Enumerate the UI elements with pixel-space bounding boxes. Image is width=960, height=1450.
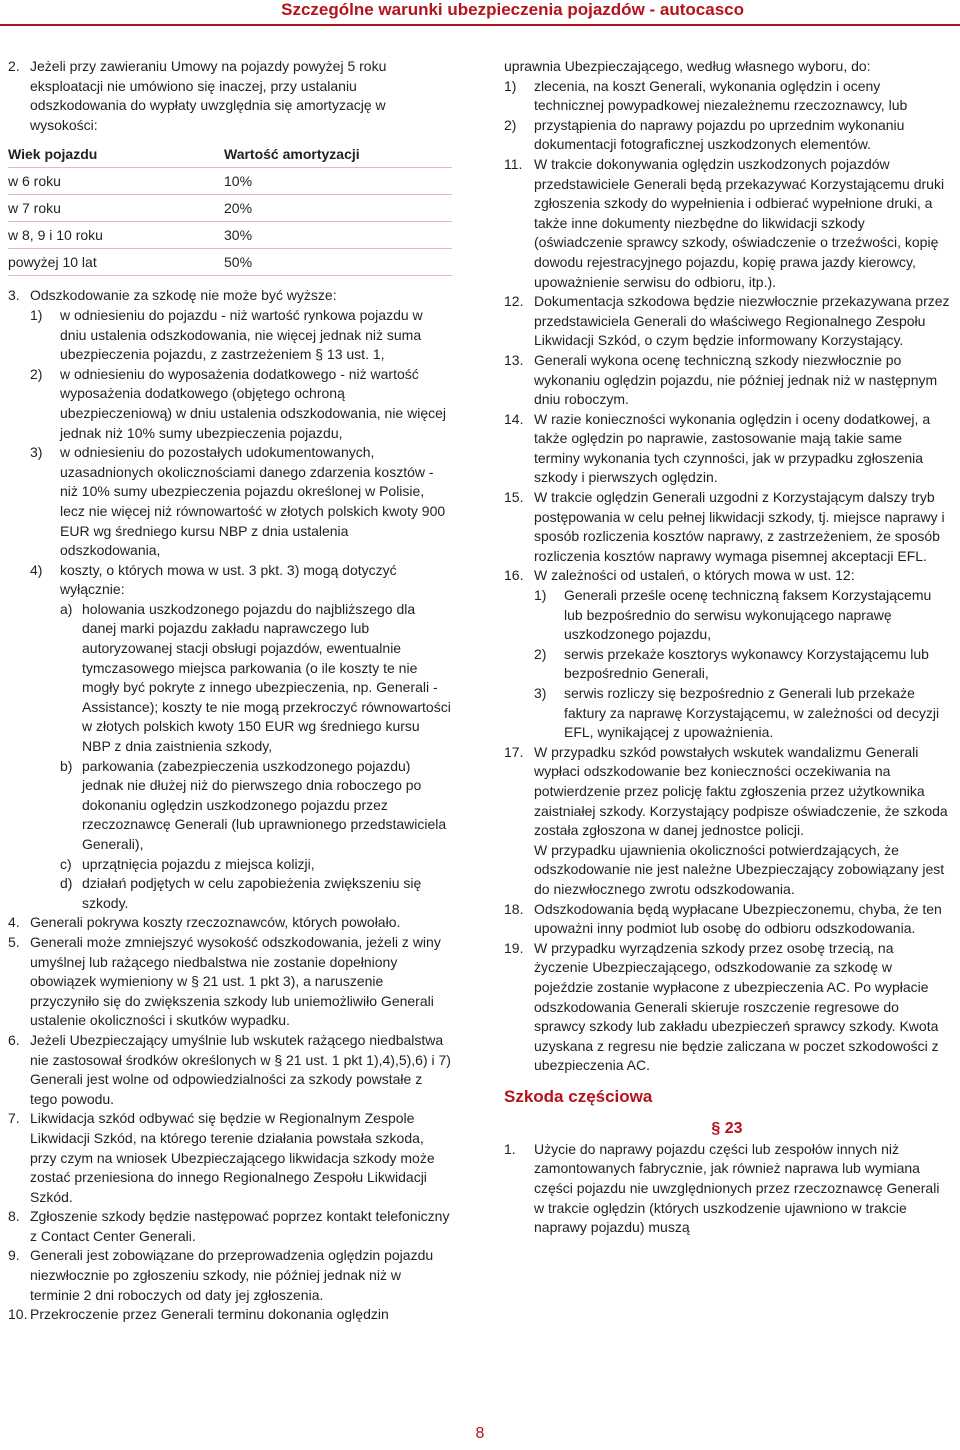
clause-17 xyxy=(504,743,950,841)
clause-number: 7. xyxy=(8,1110,20,1127)
table-cell: w 6 roku xyxy=(8,168,224,195)
clause-number: 17. xyxy=(504,743,524,760)
column-header: Wartość amortyzacji xyxy=(224,141,452,168)
clause-text: Odszkodowanie za szkodę nie może być wyższe: xyxy=(30,287,337,304)
clause-10 xyxy=(8,1305,452,1325)
clause-text: Jeżeli przy zawieraniu Umowy na pojazdy powyżej 5 roku eksploatacji nie umówiono się inaczej, przy ustalaniu odszkodowania do wypłaty uwzględnia się amortyzację w wysokości: xyxy=(30,58,387,133)
clause-number: 18. xyxy=(504,900,524,917)
clause-number: 5. xyxy=(8,933,20,950)
clause-8 xyxy=(8,1207,452,1246)
clause-text: W przypadku szkód powstałych wskutek wandalizmu Generali wypłaci odszkodowanie bez konieczności oczekiwania na potwierdzenie przez policję faktu zgłoszenia przez użytkownika zaistniałej szkody. Korzystający podpisze oświadczenie, że szkoda została zgłoszona w danej jednostce policji. xyxy=(534,743,948,839)
clause-18 xyxy=(504,900,950,939)
item-number: 2) xyxy=(30,365,43,382)
clause-text: Jeżeli Ubezpieczający umyślnie lub wskutek rażącego niedbalstwa nie zastosował środków określonych w § 21 ust. 1 pkt 1),4),5),6) i 7) Generali jest wolne od odpowiedzialności za szkody powstałe z tego powodu. xyxy=(30,1031,451,1107)
item-number: 3) xyxy=(534,685,547,701)
clause-2 xyxy=(8,57,452,135)
list-item xyxy=(30,561,452,600)
continuation-text: uprawnia Ubezpieczającego, według własnego wyboru, do: xyxy=(504,58,871,74)
clause-number: 16. xyxy=(504,567,524,584)
clause-6 xyxy=(8,1031,452,1109)
item-letter: d) xyxy=(60,875,73,892)
clause-number: 6. xyxy=(8,1031,20,1048)
clause-4 xyxy=(8,913,452,933)
clause-text: Generali pokrywa koszty rzeczoznawców, których powołało. xyxy=(30,914,401,931)
item-text: holowania uszkodzonego pojazdu do najbliższego dla danej marki pojazdu zakładu naprawczego lub autoryzowanej stacji obsługi pojazdów, ewentualnie tymczasowego miejsca parkowania (o ile koszty te nie mogły być pokryte z innego ubezpieczenia, np. Generali - Assistance); koszty te nie mogą przekroczyć równowartości w złotych polskich kwoty 150 EUR wg średniego kursu NBP z dnia zaistnienia szkody, xyxy=(82,600,451,755)
page-header xyxy=(0,0,960,26)
item-number: 2) xyxy=(504,116,517,133)
clause-14 xyxy=(504,410,950,488)
table-cell: w 8, 9 i 10 roku xyxy=(8,222,224,249)
clause-text: W zależności od ustaleń, o których mowa w ust. 12: xyxy=(534,567,855,584)
clause-3 xyxy=(8,286,452,306)
list-item xyxy=(504,116,950,155)
clause-number: 4. xyxy=(8,914,20,931)
item-letter: b) xyxy=(60,757,73,774)
item-text: w odniesieniu do pozostałych udokumentowanych, uzasadnionych okolicznościami danego zdarzenia kosztów - niż 10% sumy ubezpieczenia pojazdu określonej w Polisie, lecz nie więcej niż równowartość w złotych polskich kwoty 900 EUR wg średniego kursu NBP z dnia ustalenia odszkodowania, xyxy=(60,444,446,559)
table-header-row xyxy=(8,141,452,168)
clause-7 xyxy=(8,1109,452,1207)
item-text: serwis przekaże kosztorys wykonawcy Korzystającemu lub bezpośrednio Generali, xyxy=(564,645,929,682)
table-row xyxy=(8,168,452,195)
clause-number: 14. xyxy=(504,410,524,427)
clause-19 xyxy=(504,939,950,1076)
clause-number: 8. xyxy=(8,1208,20,1225)
clause-number: 15. xyxy=(504,489,524,506)
list-item xyxy=(504,77,950,116)
clause-text: Dokumentacja szkodowa będzie niezwłocznie przekazywana przez przedstawiciela Generali do właściwego Regionalnego Zespołu Likwidacji Szkód, o czym będzie informowany Korzystający. xyxy=(534,293,950,349)
clause-text: Generali może zmniejszyć wysokość odszkodowania, jeżeli z winy umyślnej lub rażącego niedbalstwa nie zostanie dopełniony obowiązek wymieniony w § 21 ust. 1 pkt 3), a naruszenie przyczyniło się do zwiększenia szkody lub uniemożliwiło Generali ustalenie okoliczności i skutków wypadku. xyxy=(30,933,441,1029)
list-item xyxy=(534,586,950,645)
item-text: parkowania (zabezpieczenia uszkodzonego pojazdu) jednak nie dłużej niż do pierwszego dnia roboczego po dokonaniu oględzin uszkodzonego pojazdu przez rzeczoznawcę Generali (lub uprawnionego przedstawiciela Generali), xyxy=(82,757,447,852)
clause-text: Przekroczenie przez Generali terminu dokonania oględzin xyxy=(30,1306,389,1323)
clause-11 xyxy=(504,155,950,292)
clause-text: Generali jest zobowiązane do przeprowadzenia oględzin pojazdu niezwłocznie po zgłoszeniu szkody, nie później jednak niż w terminie 2 dni roboczych od daty jej zgłoszenia. xyxy=(30,1247,434,1303)
clause-number: 1. xyxy=(504,1140,516,1157)
list-item xyxy=(60,855,452,875)
clause-text: Zgłoszenie szkody będzie następować poprzez kontakt telefoniczny z Contact Center Generali. xyxy=(30,1208,450,1244)
left-column xyxy=(8,57,452,1325)
clause-text: W trakcie dokonywania oględzin uszkodzonych pojazdów przedstawiciele Generali będą przekazywać Korzystającemu druki zgłoszenia szkody do wypełnienia i odbierać wypełnione druki, a także inne dokumenty niezbędne do likwidacji szkody (oświadczenie sprawcy szkody, oświadczenie o trzeźwości, kopię dowodu rejestracyjnego pojazdu, kopię prawa jazdy kierowcy, upoważnienie serwisu do odbioru, itp.). xyxy=(534,155,945,290)
item-number: 1) xyxy=(30,306,43,323)
item-text: w odniesieniu do wyposażenia dodatkowego - niż wartość wyposażenia dodatkowego (objętego ochroną ubezpieczeniową) w dniu ustalenia odszkodowania, nie więcej jednak niż 10% sumy ubezpieczenia pojazdu, xyxy=(60,365,447,441)
table-cell: powyżej 10 lat xyxy=(8,249,224,276)
paragraph-sign: § 23 xyxy=(711,1119,743,1137)
table-cell: 20% xyxy=(224,195,452,222)
list-item xyxy=(534,645,950,684)
clause-number: 2. xyxy=(8,58,20,74)
clause-13 xyxy=(504,351,950,410)
clause-23-1 xyxy=(504,1140,950,1238)
item-number: 1) xyxy=(534,587,547,604)
clause-number: 9. xyxy=(8,1247,20,1264)
section-title: Szkoda częściowa xyxy=(504,1086,653,1106)
clause-number: 10. xyxy=(8,1306,28,1323)
header-rule xyxy=(0,24,960,26)
clause-16 xyxy=(504,566,950,586)
clause-text: Użycie do naprawy pojazdu części lub zespołów innych niż zamontowanych fabrycznie, jak również naprawa lub wymiana części pojazdu nie uwzględnionych przez rzeczoznawcę Generali w trakcie oględzin (których uszkodzenie ujawniono w trakcie naprawy pojazdu) muszą xyxy=(534,1140,940,1236)
clause-text: W przypadku wyrządzenia szkody przez osobę trzecią, na życzenie Ubezpieczającego, odszkodowanie za szkodę w pojeździe zostanie wypłacone z ubezpieczenia AC. Po wypłacie odszkodowania Generali skieruje roszczenie regresowe do sprawcy szkody lub zakładu ubezpieczeń sprawcy szkody. Kwota uzyskana z regresu nie będzie zaliczana w poczet szkodowości z ubezpieczenia AC. xyxy=(534,939,939,1074)
clause-12 xyxy=(504,292,950,351)
right-column xyxy=(504,57,950,1238)
table-cell: w 7 roku xyxy=(8,195,224,222)
clause-number: 13. xyxy=(504,351,524,368)
list-item xyxy=(30,306,452,365)
clause-15 xyxy=(504,488,950,566)
item-number: 1) xyxy=(504,77,517,94)
table-row xyxy=(8,249,452,276)
item-text: Generali prześle ocenę techniczną faksem Korzystającemu lub bezpośrednio do serwisu wykonującego naprawę uszkodzonego pojazdu, xyxy=(564,587,932,643)
item-number: 3) xyxy=(30,444,43,461)
clause-9 xyxy=(8,1246,452,1305)
clause-text: W trakcie oględzin Generali uzgodni z Korzystającym dalszy tryb postępowania w celu pełnej likwidacji szkody, tj. miejsce naprawy i sposób rozliczenia kosztów naprawy, z zastrzeżeniem, że sposób rozliczenia kosztów naprawy wymaga pisemnej akceptacji EFL. xyxy=(534,489,945,564)
clause-text: Likwidacja szkód odbywać się będzie w Regionalnym Zespole Likwidacji Szkód, na którego terenie działania powstała szkoda, przy czym na wniosek Ubezpieczającego likwidacja szkody może zostać przeniesiona do innego Regionalnego Zespołu Likwidacji Szkód. xyxy=(30,1110,435,1205)
table-row xyxy=(8,222,452,249)
item-text: serwis rozliczy się bezpośrednio z Generali lub przekaże faktury za naprawę Korzystającemu, w zależności od decyzji EFL, wynikającej z upoważnienia. xyxy=(564,685,940,741)
clause-text: W razie konieczności wykonania oględzin i oceny dodatkowej, a także oględzin po naprawie, zastosowanie mają takie same terminy wykonania tych czynności, jak w przypadku zgłoszenia szkody i pierwszych oględzin. xyxy=(534,410,931,486)
clause-number: 3. xyxy=(8,287,20,304)
item-text: przystąpienia do naprawy pojazdu po uprzednim wykonaniu dokumentacji fotograficznej uszkodzonych elementów. xyxy=(534,116,905,153)
item-number: 2) xyxy=(534,645,547,662)
clause-text: Generali wykona ocenę techniczną szkody niezwłocznie po wykonaniu oględzin pojazdu, nie później jednak niż w następnym dniu roboczym. xyxy=(534,351,938,408)
page-number: 8 xyxy=(475,1425,485,1442)
clause-text: Odszkodowania będą wypłacane Ubezpieczonemu, chyba, że ten upoważni inny podmiot lub osobę do odbioru odszkodowania. xyxy=(534,900,942,937)
item-text: zlecenia, na koszt Generali, wykonania oględzin i oceny technicznej powypadkowej niezależnemu rzeczoznawcy, lub xyxy=(534,77,908,114)
list-item xyxy=(534,684,950,743)
header-title: Szczególne warunki ubezpieczenia pojazdów - autocasco xyxy=(281,0,744,19)
item-number: 4) xyxy=(30,561,43,578)
item-text: w odniesieniu do pojazdu - niż wartość rynkowa pojazdu w dniu ustalenia odszkodowania, nie więcej jednak niż suma ubezpieczenia pojazdu, z zastrzeżeniem § 13 ust. 1, xyxy=(60,306,423,363)
table-row xyxy=(8,195,452,222)
clause-number: 11. xyxy=(504,155,523,172)
list-item xyxy=(60,874,452,913)
depreciation-table xyxy=(8,141,452,276)
item-text: działań podjętych w celu zapobieżenia zwiększeniu się szkody. xyxy=(82,875,422,911)
clause-17-continuation: W przypadku ujawnienia okoliczności potwierdzających, że odszkodowanie nie jest należne Ubezpieczający zobowiązany jest do niezwłocznego zwrotu odszkodowania. xyxy=(534,841,945,897)
item-letter: c) xyxy=(60,855,72,872)
table-cell: 50% xyxy=(224,249,452,276)
list-item xyxy=(30,443,452,561)
clause-number: 19. xyxy=(504,939,524,956)
list-item xyxy=(60,757,452,855)
clause-number: 12. xyxy=(504,293,524,310)
column-header: Wiek pojazdu xyxy=(8,141,224,168)
clause-5 xyxy=(8,933,452,1031)
item-letter: a) xyxy=(60,600,73,617)
item-text: koszty, o których mowa w ust. 3 pkt. 3) mogą dotyczyć wyłącznie: xyxy=(60,561,397,598)
item-text: uprzątnięcia pojazdu z miejsca kolizji, xyxy=(82,855,315,872)
list-item xyxy=(30,365,452,443)
list-item xyxy=(60,600,452,757)
table-cell: 10% xyxy=(224,168,452,195)
table-cell: 30% xyxy=(224,222,452,249)
